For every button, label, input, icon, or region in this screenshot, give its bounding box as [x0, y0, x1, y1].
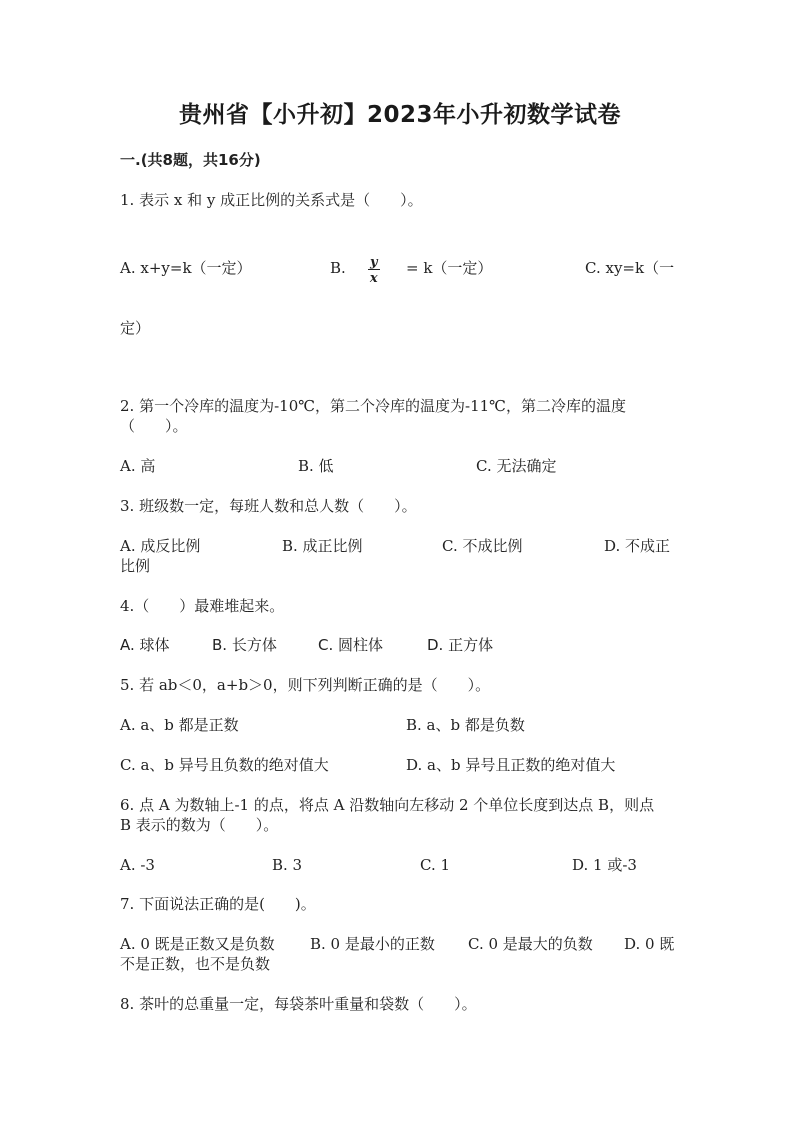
question-7-option-c: C. 0 是最大的负数	[468, 935, 593, 953]
section-heading: 一.(共8题，共16分)	[120, 151, 261, 169]
question-3-option-d-continued: 比例	[120, 557, 151, 575]
question-8-stem: 8. 茶叶的总重量一定，每袋茶叶重量和袋数（ ）。	[120, 995, 477, 1013]
page-title: 贵州省【小升初】2023年小升初数学试卷	[178, 102, 621, 128]
question-5-option-c: C. a、b 异号且负数的绝对值大	[120, 756, 329, 774]
question-6-option-d: D. 1 或-3	[572, 856, 637, 874]
fraction-denominator: x	[369, 271, 378, 286]
question-3-option-a: A. 成反比例	[120, 537, 201, 555]
question-4-option-b: B. 长方体	[212, 636, 277, 654]
question-4-option-c: C. 圆柱体	[318, 636, 384, 654]
question-4-option-d: D. 正方体	[427, 636, 494, 654]
question-7-option-b: B. 0 是最小的正数	[310, 935, 435, 953]
question-6-option-a: A. -3	[120, 856, 155, 874]
question-1-option-b-fraction	[368, 256, 380, 285]
question-5-option-a: A. a、b 都是正数	[120, 716, 239, 734]
question-1-option-b-label: B.	[330, 259, 346, 277]
question-2-stem-line-2: （ ）。	[120, 417, 188, 435]
question-7-option-d: D. 0 既	[624, 935, 675, 953]
question-4-option-a: A. 球体	[120, 636, 170, 654]
question-2-option-b: B. 低	[298, 457, 334, 475]
question-6-stem-line-2: B 表示的数为（ ）。	[120, 816, 279, 834]
question-6-option-b: B. 3	[272, 856, 303, 874]
question-3-option-c: C. 不成比例	[442, 537, 523, 555]
question-7-stem: 7. 下面说法正确的是( )。	[120, 895, 316, 913]
question-1-option-c-continued: 定）	[120, 319, 151, 337]
question-5-option-d: D. a、b 异号且正数的绝对值大	[406, 756, 616, 774]
question-3-option-b: B. 成正比例	[282, 537, 363, 555]
question-6-stem-line-1: 6. 点 A 为数轴上-1 的点，将点 A 沿数轴向左移动 2 个单位长度到达点 B，则点	[120, 796, 655, 814]
question-5-option-b: B. a、b 都是负数	[406, 716, 525, 734]
question-3-option-d: D. 不成正	[604, 537, 671, 555]
question-2-option-c: C. 无法确定	[476, 457, 557, 475]
question-6-option-c: C. 1	[420, 856, 451, 874]
question-7-option-a: A. 0 既是正数又是负数	[120, 935, 275, 953]
fraction-numerator: y	[370, 255, 378, 270]
question-2-stem-line-1: 2. 第一个冷库的温度为-10℃，第二个冷库的温度为-11℃，第二冷库的温度	[120, 397, 626, 415]
question-5-stem: 5. 若 ab＜0，a+b＞0，则下列判断正确的是（ ）。	[120, 676, 491, 694]
question-7-option-d-continued: 不是正数，也不是负数	[120, 955, 271, 973]
question-1-option-a: A. x+y=k（一定）	[120, 259, 252, 277]
question-1-stem: 1. 表示 x 和 y 成正比例的关系式是（ ）。	[120, 191, 423, 209]
question-2-option-a: A. 高	[120, 457, 156, 475]
question-3-stem: 3. 班级数一定，每班人数和总人数（ ）。	[120, 497, 417, 515]
question-1-option-b-text: = k（一定）	[406, 259, 493, 277]
question-1-option-c: C. xy=k（一	[585, 259, 675, 277]
question-4-stem: 4.（ ）最难堆起来。	[120, 597, 285, 615]
